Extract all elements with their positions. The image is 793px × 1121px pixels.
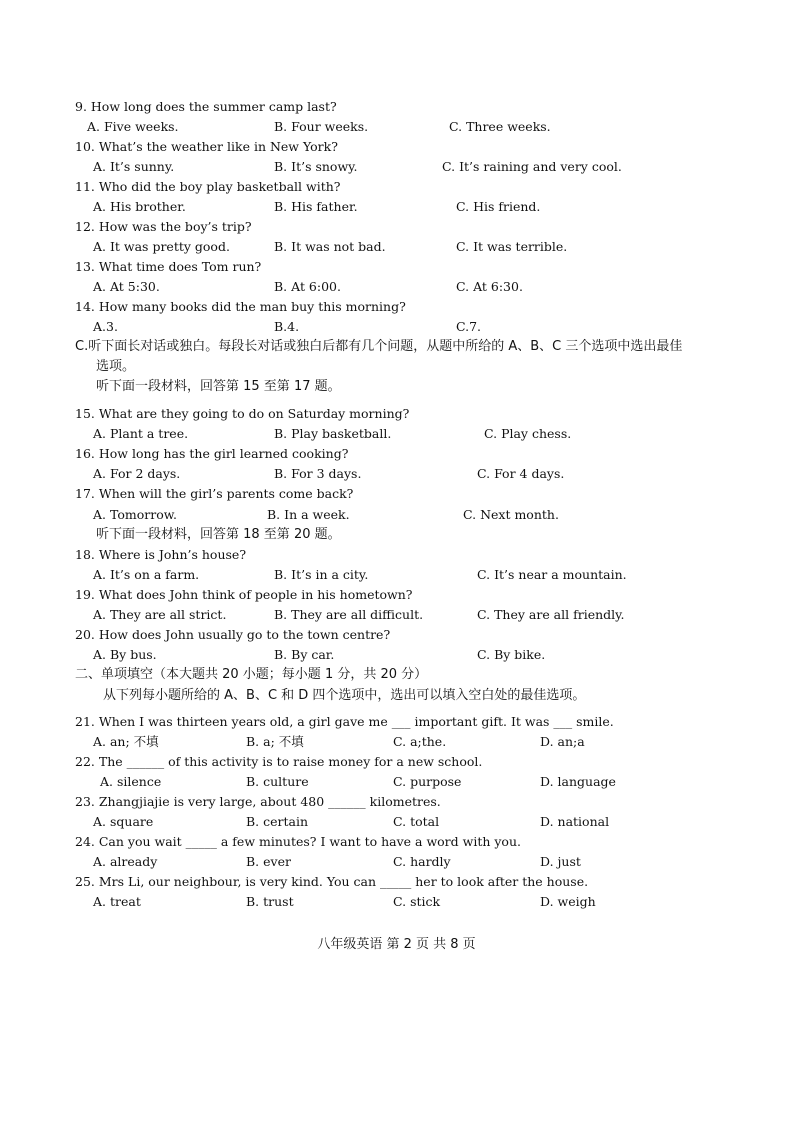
option-d: D. just bbox=[540, 854, 581, 869]
option-c: C. By bike. bbox=[477, 647, 546, 662]
section-c-instruction: C.听下面长对话或独白。每段长对话或独白后都有几个问题，从题中所给的 A、B、C 三个选项中选出最佳 bbox=[75, 339, 683, 354]
section-c-instruction-cont: 选项。 bbox=[96, 359, 136, 374]
option-d: D. language bbox=[540, 774, 616, 789]
question-23 bbox=[75, 792, 441, 812]
options-23 bbox=[0, 812, 793, 832]
option-a: A. It was pretty good. bbox=[93, 239, 230, 254]
option-c: C. They are all friendly. bbox=[477, 607, 625, 622]
question-text: 14. How many books did the man buy this morning? bbox=[75, 299, 406, 314]
options-20 bbox=[0, 645, 793, 665]
option-c: C. It’s near a mountain. bbox=[477, 567, 627, 582]
option-c: C. It was terrible. bbox=[456, 239, 568, 254]
option-d: D. an;a bbox=[540, 734, 585, 749]
options-11 bbox=[0, 197, 793, 217]
section-c-sub-instruction-1: 听下面一段材料，回答第 15 至第 17 题。 bbox=[96, 379, 341, 394]
option-c: C. For 4 days. bbox=[477, 466, 565, 481]
option-c: C. Play chess. bbox=[484, 426, 572, 441]
question-text: 22. The ______ of this activity is to raise money for a new school. bbox=[75, 754, 483, 769]
option-c: C. stick bbox=[393, 894, 441, 909]
question-text: 23. Zhangjiajie is very large, about 480 ______ kilometres. bbox=[75, 794, 441, 809]
option-a: A. For 2 days. bbox=[93, 466, 181, 481]
option-b: B. By car. bbox=[274, 647, 335, 662]
question-22 bbox=[75, 752, 482, 772]
option-b: B. a; 不填 bbox=[246, 734, 304, 749]
option-b: B. His father. bbox=[274, 199, 358, 214]
options-24 bbox=[0, 852, 793, 872]
question-text: 20. How does John usually go to the town centre? bbox=[75, 627, 391, 642]
section-c-sub-instruction-2: 听下面一段材料，回答第 18 至第 20 题。 bbox=[96, 527, 341, 542]
option-c: C. Next month. bbox=[463, 507, 559, 522]
option-a: A. At 5:30. bbox=[93, 279, 160, 294]
question-19 bbox=[75, 585, 413, 605]
option-a: A. Tomorrow. bbox=[93, 507, 177, 522]
option-c: C.7. bbox=[456, 319, 482, 334]
option-a: A. Five weeks. bbox=[87, 119, 179, 134]
options-12 bbox=[0, 237, 793, 257]
options-16 bbox=[0, 464, 793, 484]
option-b: B.4. bbox=[274, 319, 300, 334]
option-b: B. It’s in a city. bbox=[274, 567, 369, 582]
question-25 bbox=[75, 872, 588, 892]
question-17 bbox=[75, 484, 353, 504]
options-13 bbox=[0, 277, 793, 297]
option-d: D. national bbox=[540, 814, 610, 829]
option-a: A.3. bbox=[93, 319, 118, 334]
question-text: 21. When I was thirteen years old, a girl gave me ___ important gift. It was ___ smile. bbox=[75, 714, 614, 729]
option-c: C. total bbox=[393, 814, 440, 829]
question-20 bbox=[75, 625, 390, 645]
options-15 bbox=[0, 424, 793, 444]
question-text: 18. Where is John’s house? bbox=[75, 547, 247, 562]
option-c: C. Three weeks. bbox=[449, 119, 551, 134]
options-18 bbox=[0, 565, 793, 585]
question-14 bbox=[75, 297, 406, 317]
question-text: 25. Mrs Li, our neighbour, is very kind. You can _____ her to look after the house. bbox=[75, 874, 589, 889]
option-a: A. By bus. bbox=[93, 647, 157, 662]
options-21 bbox=[0, 732, 793, 752]
option-a: A. silence bbox=[100, 774, 162, 789]
option-a: A. His brother. bbox=[93, 199, 186, 214]
question-21 bbox=[75, 712, 614, 732]
question-15 bbox=[75, 404, 409, 424]
options-17 bbox=[0, 505, 793, 525]
question-18 bbox=[75, 545, 246, 565]
option-b: B. It was not bad. bbox=[274, 239, 386, 254]
question-text: 15. What are they going to do on Saturday morning? bbox=[75, 406, 410, 421]
option-a: A. already bbox=[93, 854, 158, 869]
option-d: D. weigh bbox=[540, 894, 596, 909]
option-b: B. culture bbox=[246, 774, 309, 789]
question-text: 24. Can you wait _____ a few minutes? I want to have a word with you. bbox=[75, 834, 521, 849]
option-a: A. Plant a tree. bbox=[93, 426, 189, 441]
question-text: 10. What’s the weather like in New York? bbox=[75, 139, 338, 154]
page-footer: 八年级英语 第 2 页 共 8 页 bbox=[317, 937, 476, 952]
question-11 bbox=[75, 177, 340, 197]
options-25 bbox=[0, 892, 793, 912]
question-text: 16. How long has the girl learned cooking? bbox=[75, 446, 349, 461]
option-a: A. an; 不填 bbox=[93, 734, 159, 749]
option-b: B. Four weeks. bbox=[274, 119, 369, 134]
option-a: A. treat bbox=[93, 894, 141, 909]
options-14 bbox=[0, 317, 793, 337]
question-10 bbox=[75, 137, 338, 157]
question-24 bbox=[75, 832, 521, 852]
option-a: A. They are all strict. bbox=[93, 607, 227, 622]
question-13 bbox=[75, 257, 261, 277]
options-22 bbox=[0, 772, 793, 792]
question-text: 17. When will the girl’s parents come back? bbox=[75, 486, 354, 501]
option-b: B. trust bbox=[246, 894, 294, 909]
option-c: C. His friend. bbox=[456, 199, 541, 214]
question-text: 11. Who did the boy play basketball with? bbox=[75, 179, 341, 194]
option-c: C. a;the. bbox=[393, 734, 447, 749]
option-b: B. ever bbox=[246, 854, 291, 869]
option-b: B. Play basketball. bbox=[274, 426, 392, 441]
option-b: B. It’s snowy. bbox=[274, 159, 358, 174]
option-a: A. square bbox=[93, 814, 154, 829]
option-b: B. They are all difficult. bbox=[274, 607, 424, 622]
options-19 bbox=[0, 605, 793, 625]
question-12 bbox=[75, 217, 252, 237]
part-2-heading: 二、单项填空（本大题共 20 小题；每小题 1 分，共 20 分） bbox=[75, 667, 428, 682]
option-c: C. purpose bbox=[393, 774, 462, 789]
option-c: C. At 6:30. bbox=[456, 279, 523, 294]
options-9 bbox=[0, 117, 793, 137]
question-text: 12. How was the boy’s trip? bbox=[75, 219, 252, 234]
option-c: C. hardly bbox=[393, 854, 451, 869]
option-b: B. In a week. bbox=[267, 507, 350, 522]
question-text: 19. What does John think of people in his hometown? bbox=[75, 587, 413, 602]
question-9 bbox=[75, 97, 337, 117]
option-c: C. It’s raining and very cool. bbox=[442, 159, 622, 174]
part-2-instruction: 从下列每小题所给的 A、B、C 和 D 四个选项中，选出可以填入空白处的最佳选项。 bbox=[103, 688, 586, 703]
question-16 bbox=[75, 444, 348, 464]
options-10 bbox=[0, 157, 793, 177]
option-a: A. It’s sunny. bbox=[93, 159, 175, 174]
question-text: 13. What time does Tom run? bbox=[75, 259, 262, 274]
option-b: B. certain bbox=[246, 814, 309, 829]
question-text: 9. How long does the summer camp last? bbox=[75, 99, 337, 114]
option-a: A. It’s on a farm. bbox=[93, 567, 200, 582]
option-b: B. At 6:00. bbox=[274, 279, 341, 294]
option-b: B. For 3 days. bbox=[274, 466, 362, 481]
